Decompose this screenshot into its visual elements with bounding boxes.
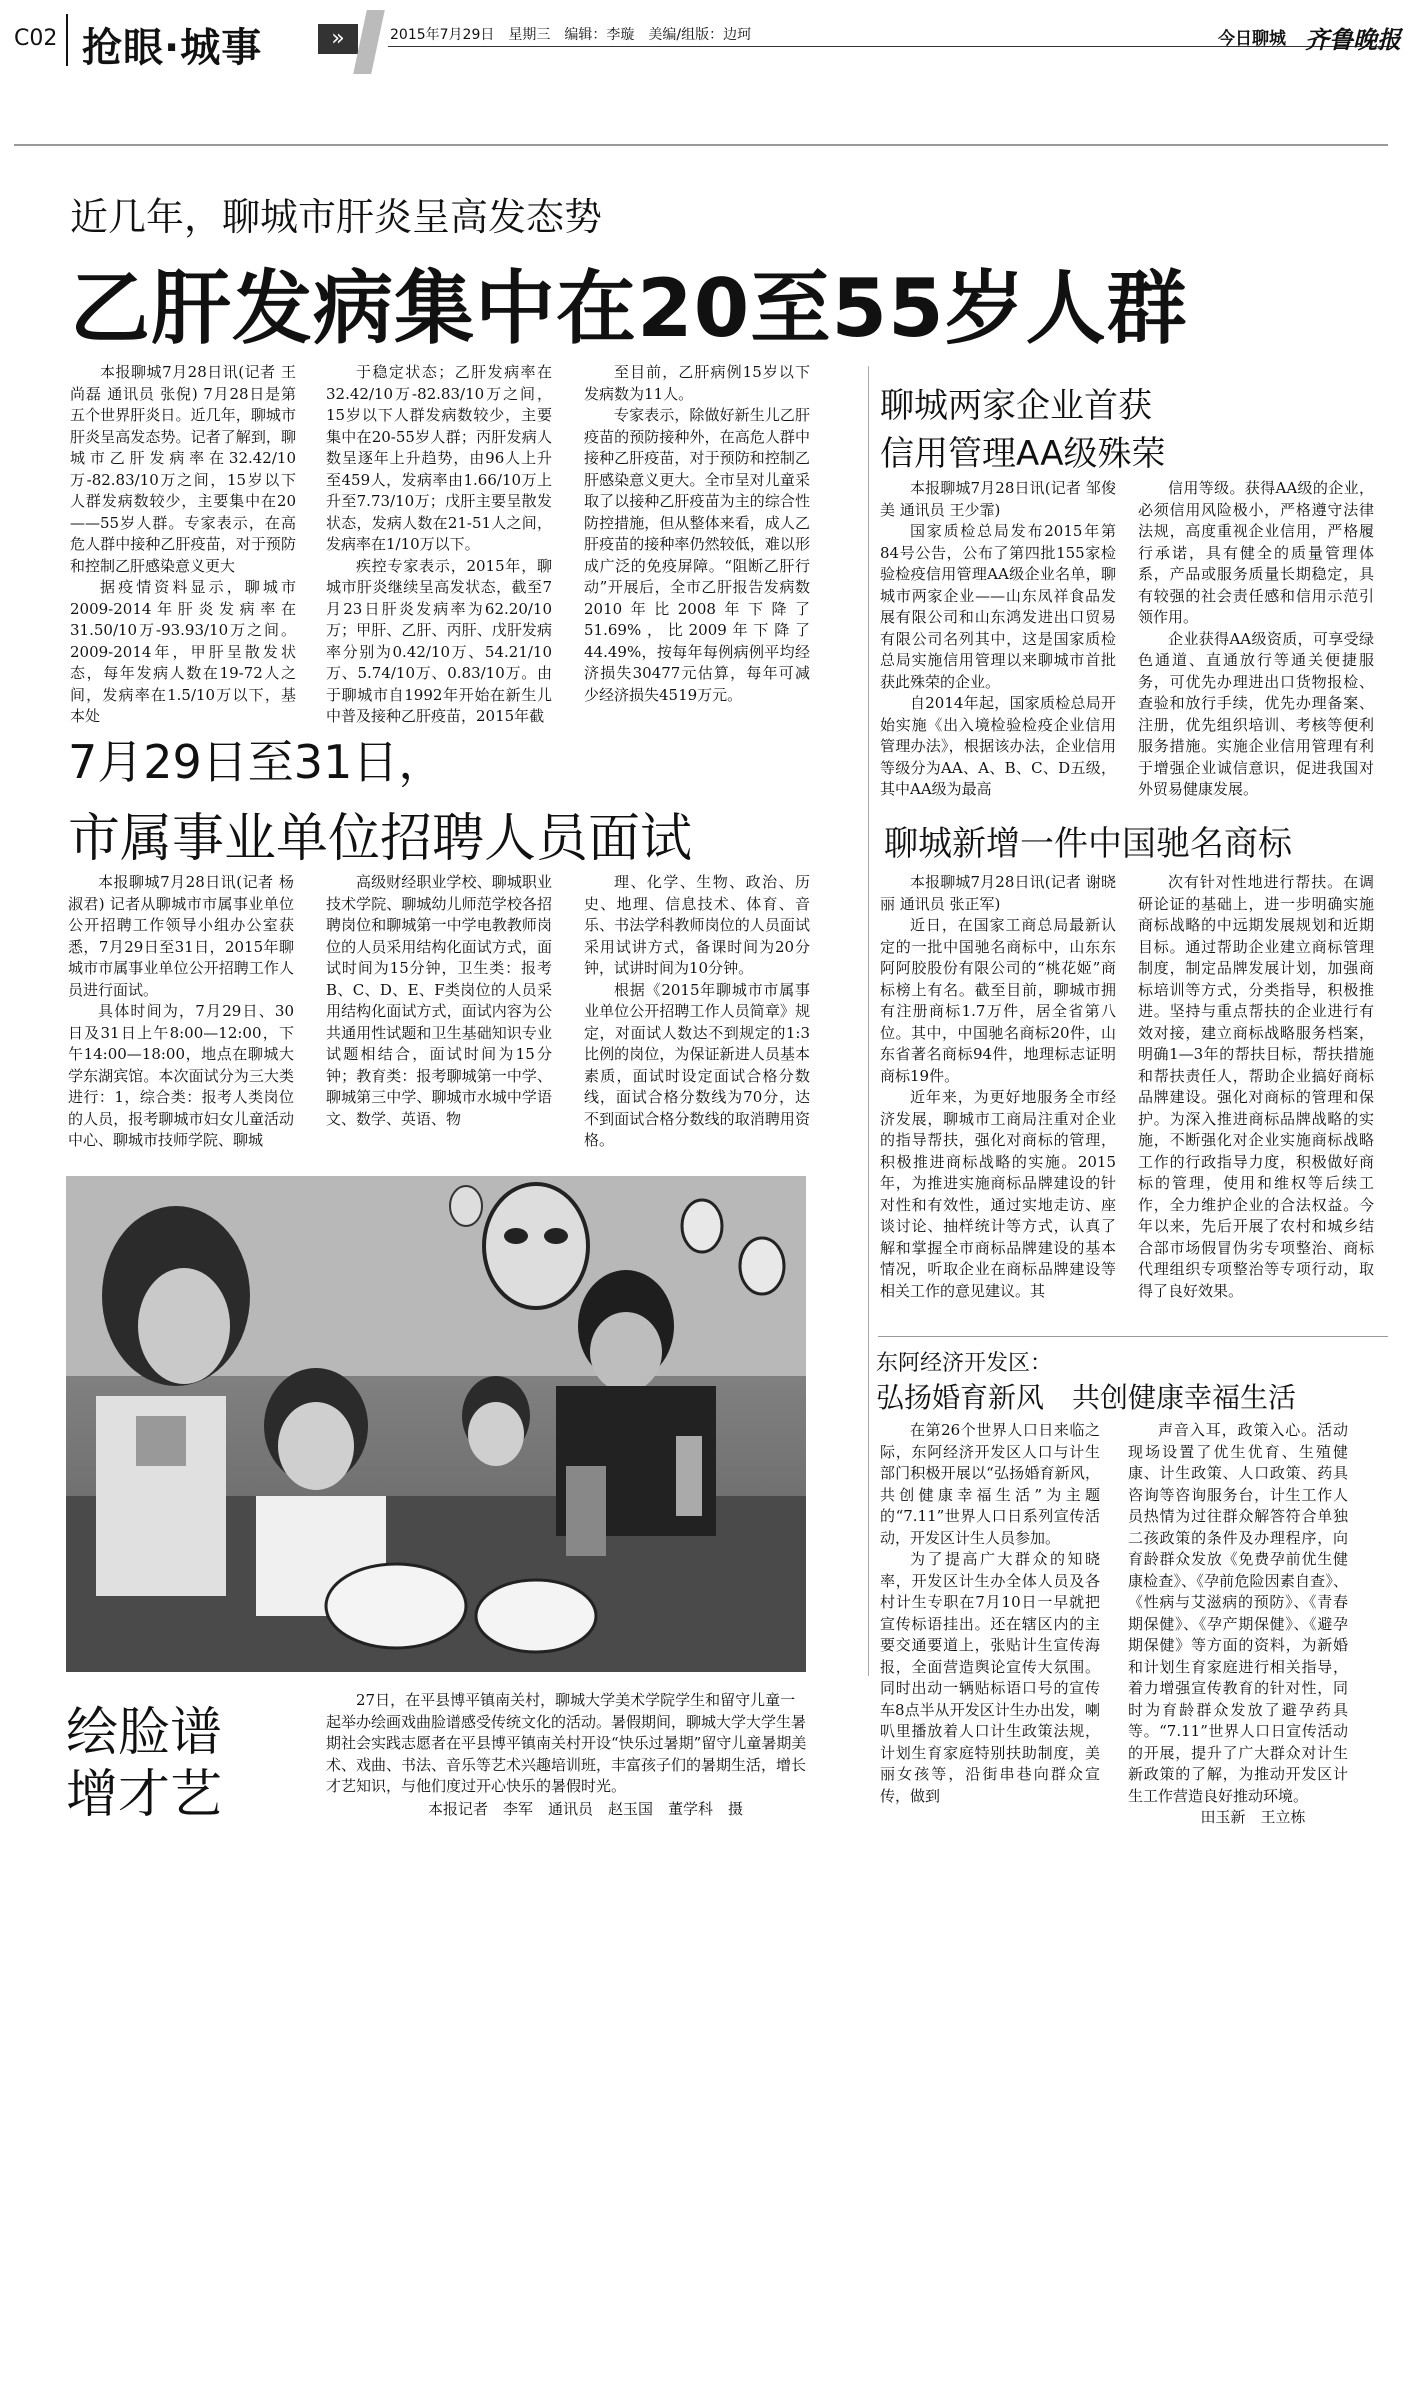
paragraph: 近年来，为更好地服务全市经济发展，聊城市工商局注重对企业的指导帮扶，强化对商标的管理，积极推进商标战略的实施。2015年，为推进实施商标品牌建设的针对性和有效性，通过实地走访、座谈讨论、抽样统计等方式，认真了解和掌握全市商标品牌建设的基本情况，听取企业在商标品牌建设等相关工作的意见建议。其	[880, 1088, 1116, 1300]
article4-column-2	[1138, 872, 1374, 1302]
paragraph: 据疫情资料显示，聊城市2009-2014年肝炎发病率在31.50/10万-93.93/10万之间。2009-2014年，甲肝呈散发状态，每年发病人数在19-72人之间，发病率在1.5/10万以下，基本处	[70, 578, 296, 725]
column-divider	[868, 366, 869, 1676]
article3-column-1	[880, 478, 1116, 801]
photo-caption: 27日，在平县博平镇南关村，聊城大学美术学院学生和留守儿童一起举办绘画戏曲脸谱感受传统文化的活动。暑假期间，聊城大学大学生暑期社会实践志愿者在平县博平镇南关村开设“快乐过暑期”留守儿童暑期美术、戏曲、书法、音乐等艺术兴趣培训班，丰富孩子们的暑期生活，增长才艺知识，与他们度过开心快乐的暑假时光。	[326, 1691, 807, 1795]
article3-headline-line-1: 聊城两家企业首获	[880, 386, 1152, 426]
paragraph: 具体时间为，7月29日、30日及31日上午8:00—12:00，下午14:00—18:00，地点在聊城大学东湖宾馆。本次面试分为三大类进行：1，综合类：报考人类岗位的人员，报考聊城市妇女儿童活动中心、聊城市技师学院、聊城	[68, 1002, 294, 1149]
paragraph: 至目前，乙肝病例15岁以下发病数为11人。	[584, 363, 810, 403]
photo-title-line-2: 增才艺	[66, 1765, 223, 1825]
paragraph: 本报聊城7月28日讯(记者 邹俊美 通讯员 王少霏)	[880, 479, 1116, 519]
paragraph: 本报聊城7月28日讯(记者 谢晓丽 通讯员 张正军)	[880, 873, 1116, 913]
article5-kicker: 东阿经济开发区：	[876, 1351, 1053, 1376]
top-rule	[14, 144, 1388, 146]
article4-column-1	[880, 872, 1116, 1302]
section-title: 抢眼·城事	[82, 25, 263, 71]
paragraph: 自2014年起，国家质检总局开始实施《出入境检验检疫企业信用管理办法》，根据该办法，企业信用等级分为AA、A、B、C、D五级，其中AA级为最高	[880, 694, 1116, 798]
article1-headline: 乙肝发病集中在20至55岁人群	[70, 262, 1188, 355]
paragraph: 专家表示，除做好新生儿乙肝疫苗的预防接种外，在高危人群中接种乙肝疫苗，对于预防和控制乙肝感染意义更大。全市呈对儿童采取了以接种乙肝疫苗为主的综合性防控措施，但从整体来看，成人乙肝疫苗的接种率仍然较低，难以形成广泛的免疫屏障。“阻断乙肝行动”开展后，全市乙肝报告发病数2010年比2008年下降了51.69%，比2009年下降了44.49%，按每年每例病例平均经济损失30477元估算，每年可减少经济损失4519万元。	[584, 406, 810, 704]
article2-kicker: 7月29日至31日，	[68, 735, 445, 789]
paragraph: 企业获得AA级资质，可享受绿色通道、直通放行等通关便捷服务，可优先办理进出口货物报检、查验和放行手续，优先办理备案、注册，优先组织培训、考核等便利服务措施。实施企业信用管理有利于增强企业诚信意识，促进我国对外贸易健康发展。	[1138, 629, 1374, 798]
paragraph: 疾控专家表示，2015年，聊城市肝炎继续呈高发状态，截至7月23日肝炎发病率为62.20/10万；甲肝、乙肝、丙肝、戊肝发病率分别为0.42/10万、54.21/10万、5.74/10万、0.83/10万。由于聊城市自1992年开始在新生儿中普及接种乙肝疫苗，2015年截	[326, 556, 552, 725]
photo-title-line-1: 绘脸谱	[66, 1703, 223, 1763]
article4-headline: 聊城新增一件中国驰名商标	[884, 824, 1292, 864]
paragraph: 为了提高广大群众的知晓率，开发区计生办全体人员及各村计生专职在7月10日一早就把宣传标语挂出。还在辖区内的主要交通要道上，张贴计生宣传海报，全面营造舆论宣传大氛围。同时出动一辆贴标语口号的宣传车8点半从开发区计生办出发，喇叭里播放着人口计生政策法规，计划生育家庭特别扶助制度，美丽女孩等，沿街串巷向群众宣传，做到	[880, 1550, 1100, 1805]
article3-column-2	[1138, 478, 1374, 801]
column-name: 今日聊城	[1218, 29, 1286, 49]
article2-column-3	[584, 872, 810, 1152]
issue-info: 2015年7月29日 星期三 编辑：李璇 美编/组版：边珂	[390, 27, 752, 43]
article5-headline: 弘扬婚育新风 共创健康幸福生活	[876, 1381, 1297, 1414]
article5-column-2	[1128, 1420, 1348, 1829]
article3-headline-line-2: 信用管理AA级殊荣	[880, 434, 1166, 474]
page-number: C02	[14, 26, 58, 51]
paragraph: 根据《2015年聊城市市属事业单位公开招聘工作人员简章》规定，对面试人数达不到规定的1:3比例的岗位，为保证新进人员基本素质，面试时设定面试合格分数线，面试合格分数线为70分，达不到面试合格分数线的取消聘用资格。	[584, 980, 810, 1149]
paragraph: 于稳定状态；乙肝发病率在32.42/10万-82.83/10万之间，15岁以下人群发病数较少，主要集中在20-55岁人群；丙肝发病人数呈逐年上升趋势，由96人上升至459人，发病率由1.66/10万上升至7.73/10万；戊肝主要呈散发状态，发病人数在21-51人之间，发病率在1/10万以下。	[326, 363, 552, 553]
paragraph: 声音入耳，政策入心。活动现场设置了优生优育、生殖健康、计生政策、人口政策、药具咨询等咨询服务台，计生工作人员热情为过往群众解答符合单独二孩政策的条件及办理程序，向育龄群众发放《免费孕前优生健康检查》、《孕前危险因素自查》、《性病与艾滋病的预防》、《青春期保健》、《孕产期保健》、《避孕期保健》等方面的资料，为新婚和计划生育家庭进行相关指导，着力增强宣传教育的针对性，同时为育龄群众发放了避孕药具等。“7.11”世界人口日宣传活动的开展，提升了广大群众对计生新政策的了解，为推动开发区计生工作营造良好推动环境。	[1128, 1421, 1348, 1805]
paragraph: 理、化学、生物、政治、历史、地理、信息技术、体育、音乐、书法学科教师岗位的人员面试采用试讲方式，备课时间为20分钟，试讲时间为10分钟。	[584, 873, 810, 977]
article1-column-1	[70, 362, 296, 728]
article2-headline: 市属事业单位招聘人员面试	[68, 809, 693, 869]
article1-column-2	[326, 362, 552, 728]
photo-illustration	[66, 1176, 806, 1672]
article2-column-2	[326, 872, 552, 1130]
section-rule	[878, 1336, 1388, 1337]
paragraph: 本报聊城7月28日讯(记者 杨淑君) 记者从聊城市市属事业单位公开招聘工作领导小组办公室获悉，7月29日至31日，2015年聊城市市属事业单位公开招聘工作人员进行面试。	[68, 873, 294, 999]
photo-credit: 本报记者 李军 通讯员 赵玉国 董学科 摄	[428, 1800, 744, 1818]
newspaper-logo: 齐鲁晚报	[1305, 25, 1401, 54]
paragraph: 国家质检总局发布2015年第84号公告，公布了第四批155家检验检疫信用管理AA级企业名单，聊城市两家企业——山东凤祥食品发展有限公司和山东鸿发进出口贸易有限公司名列其中，这是国家质检总局实施信用管理以来聊城市首批获此殊荣的企业。	[880, 522, 1116, 691]
article1-column-3	[584, 362, 810, 706]
paragraph: 高级财经职业学校、聊城职业技术学院、聊城幼儿师范学校各招聘岗位和聊城第一中学电教教师岗位的人员采用结构化面试方式，面试时间为15分钟，卫生类：报考B、C、D、E、F类岗位的人员采用结构化面试方式，面试内容为公共通用性试题和卫生基础知识专业试题相结合，面试时间为15分钟；教育类：报考聊城第一中学、聊城第三中学、聊城市水城中学语文、数学、英语、物	[326, 873, 552, 1128]
news-photo	[66, 1176, 806, 1672]
paragraph: 在第26个世界人口日来临之际，东阿经济开发区人口与计生部门积极开展以“弘扬婚育新风，共创健康幸福生活”为主题的“7.11”世界人口日系列宣传活动，开发区计生人员参加。	[880, 1421, 1100, 1547]
paragraph: 本报聊城7月28日讯(记者 王尚磊 通讯员 张倪) 7月28日是第五个世界肝炎日。近几年，聊城市肝炎呈高发态势。记者了解到，聊城市乙肝发病率在32.42/10万-82.83/10万之间，15岁以下人群发病数较少，主要集中在20——55岁人群。专家表示，在高危人群中接种乙肝疫苗，对于预防和控制乙肝感染意义更大	[70, 363, 296, 575]
article1-kicker: 近几年，聊城市肝炎呈高发态势	[70, 195, 603, 239]
paragraph: 次有针对性地进行帮扶。在调研论证的基础上，进一步明确实施商标战略的中远期发展规划和近期目标。通过帮助企业建立商标管理制度，制定品牌发展计划，加强商标培训等方式，分类指导，积极推进。坚持与重点帮扶的企业进行有效对接，建立商标战略服务档案，明确1—3年的帮扶目标，帮扶措施和帮扶责任人，帮助企业搞好商标品牌建设。强化对商标的管理和保护。为深入推进商标品牌战略的实施，不断强化对企业实施商标战略工作的行政指导力度，积极做好商标的管理，使用和维权等后续工作，全力维护企业的合法权益。今年以来，先后开展了农村和城乡结合部市场假冒伪劣专项整治、商标代理组织专项整治等专项行动，取得了良好效果。	[1138, 873, 1374, 1300]
article2-column-1	[68, 872, 294, 1152]
article5-byline: 田玉新 王立栋	[1200, 1808, 1306, 1826]
double-chevron-right-icon: »	[318, 24, 358, 54]
article5-column-1	[880, 1420, 1100, 1807]
paragraph: 信用等级。获得AA级的企业，必须信用风险极小，严格遵守法律法规，高度重视企业信用，严格履行承诺，具有健全的质量管理体系，产品或服务质量长期稳定，具有较强的社会责任感和信用示范引领作用。	[1138, 479, 1374, 626]
paragraph: 近日，在国家工商总局最新认定的一批中国驰名商标中，山东东阿阿胶股份有限公司的“桃花姬”商标榜上有名。截至目前，聊城市拥有注册商标1.7万件，居全省第八位。其中，中国驰名商标20件，山东省著名商标94件，地理标志证明商标19件。	[880, 916, 1116, 1085]
header-divider	[66, 14, 68, 66]
